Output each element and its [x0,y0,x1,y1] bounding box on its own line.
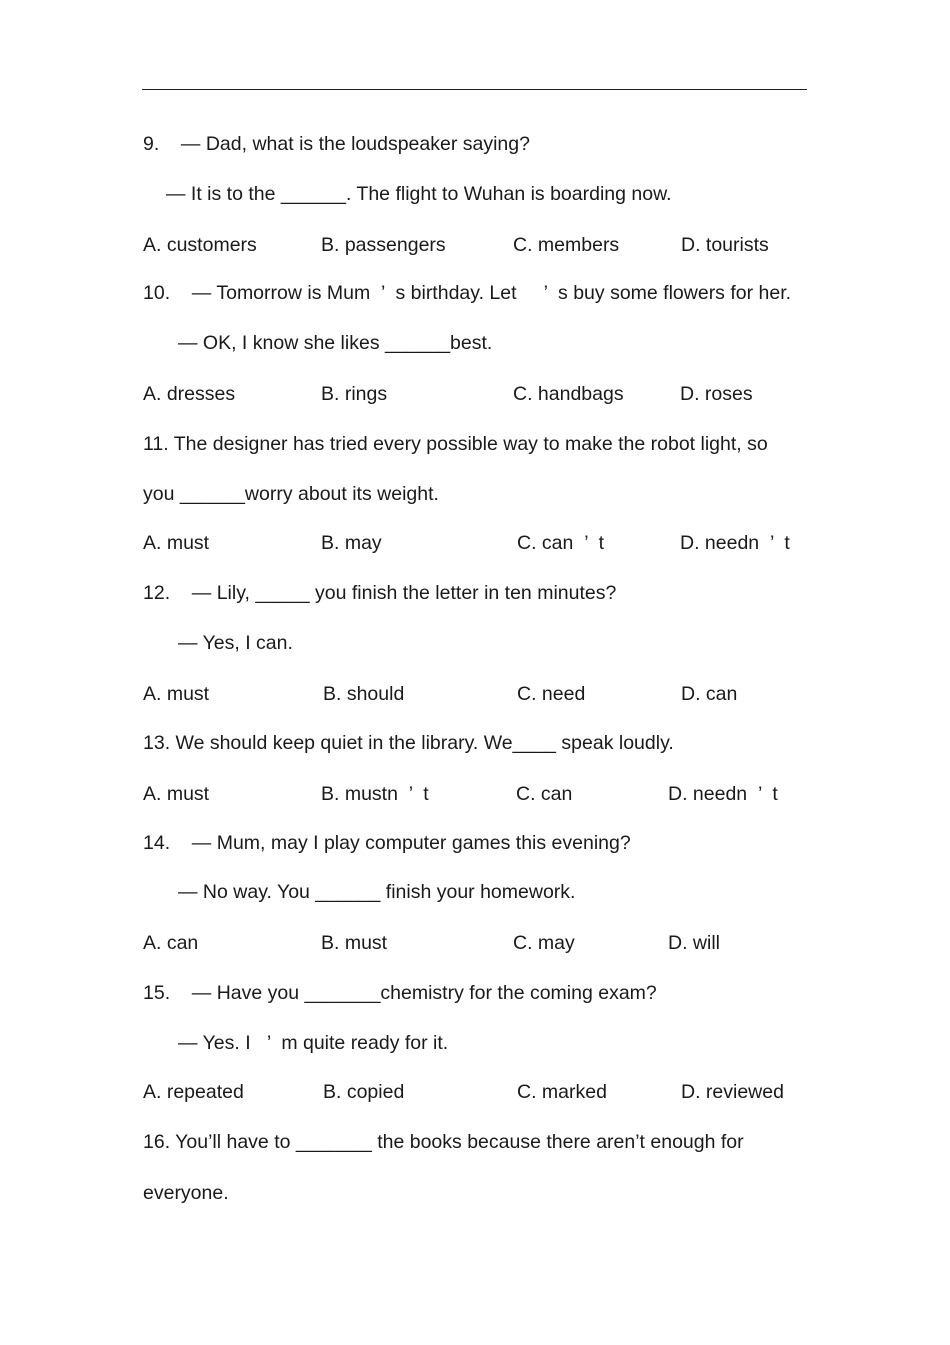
question-14-option-d: D. will [668,932,720,954]
question-11-option-d: D. needn ’ t [680,532,790,554]
question-11-option-c: C. can ’ t [517,532,605,554]
question-14-option-c: C. may [513,932,575,954]
question-15-option-b: B. copied [323,1081,405,1103]
question-15-option-c: C. marked [517,1081,607,1103]
question-10-option-d: D. roses [680,383,753,405]
question-9-option-a: A. customers [143,234,257,256]
question-12-answer-line: — Yes, I can. [178,632,293,654]
question-15-option-a: A. repeated [143,1081,244,1103]
question-14-answer-line: — No way. You ______ finish your homework. [178,881,576,903]
question-12-option-d: D. can [681,683,738,705]
question-10-answer-line: — OK, I know she likes ______best. [178,332,493,354]
question-10-option-b: B. rings [321,383,388,405]
question-14-option-b: B. must [321,932,388,954]
question-9-answer-line: — It is to the ______. The flight to Wuhan is boarding now. [166,183,672,205]
question-15-option-d: D. reviewed [681,1081,784,1103]
question-16-stem: 16. You’ll have to _______ the books because there aren’t enough for [143,1131,744,1153]
question-14-option-a: A. can [143,932,199,954]
question-10-option-a: A. dresses [143,383,236,405]
question-12-option-a: A. must [143,683,210,705]
question-11-stem-continued: you ______worry about its weight. [143,483,439,505]
question-13-option-a: A. must [143,783,210,805]
question-11-option-b: B. may [321,532,382,554]
question-12-option-b: B. should [323,683,405,705]
question-12-option-c: C. need [517,683,586,705]
question-13-stem: 13. We should keep quiet in the library. We____ speak loudly. [143,732,674,754]
question-13-option-c: C. can [516,783,573,805]
question-12-stem: 12. — Lily, _____ you finish the letter in ten minutes? [143,582,617,604]
question-9-stem: 9. — Dad, what is the loudspeaker saying? [143,133,530,155]
question-11-stem: 11. The designer has tried every possible way to make the robot light, so [143,433,768,455]
question-9-option-b: B. passengers [321,234,446,256]
question-15-stem: 15. — Have you _______chemistry for the coming exam? [143,982,657,1004]
question-9-option-c: C. members [513,234,620,256]
question-9-option-d: D. tourists [681,234,769,256]
question-10-stem: 10. — Tomorrow is Mum ’ s birthday. Let ’ s buy some flowers for her. [143,282,792,304]
header-rule [142,89,807,90]
question-14-stem: 14. — Mum, may I play computer games this evening? [143,832,631,854]
question-11-option-a: A. must [143,532,210,554]
question-13-option-b: B. mustn ’ t [321,783,429,805]
question-10-option-c: C. handbags [513,383,624,405]
question-16-stem-continued: everyone. [143,1182,229,1204]
question-15-answer-line: — Yes. I ’ m quite ready for it. [178,1032,449,1054]
question-13-option-d: D. needn ’ t [668,783,778,805]
